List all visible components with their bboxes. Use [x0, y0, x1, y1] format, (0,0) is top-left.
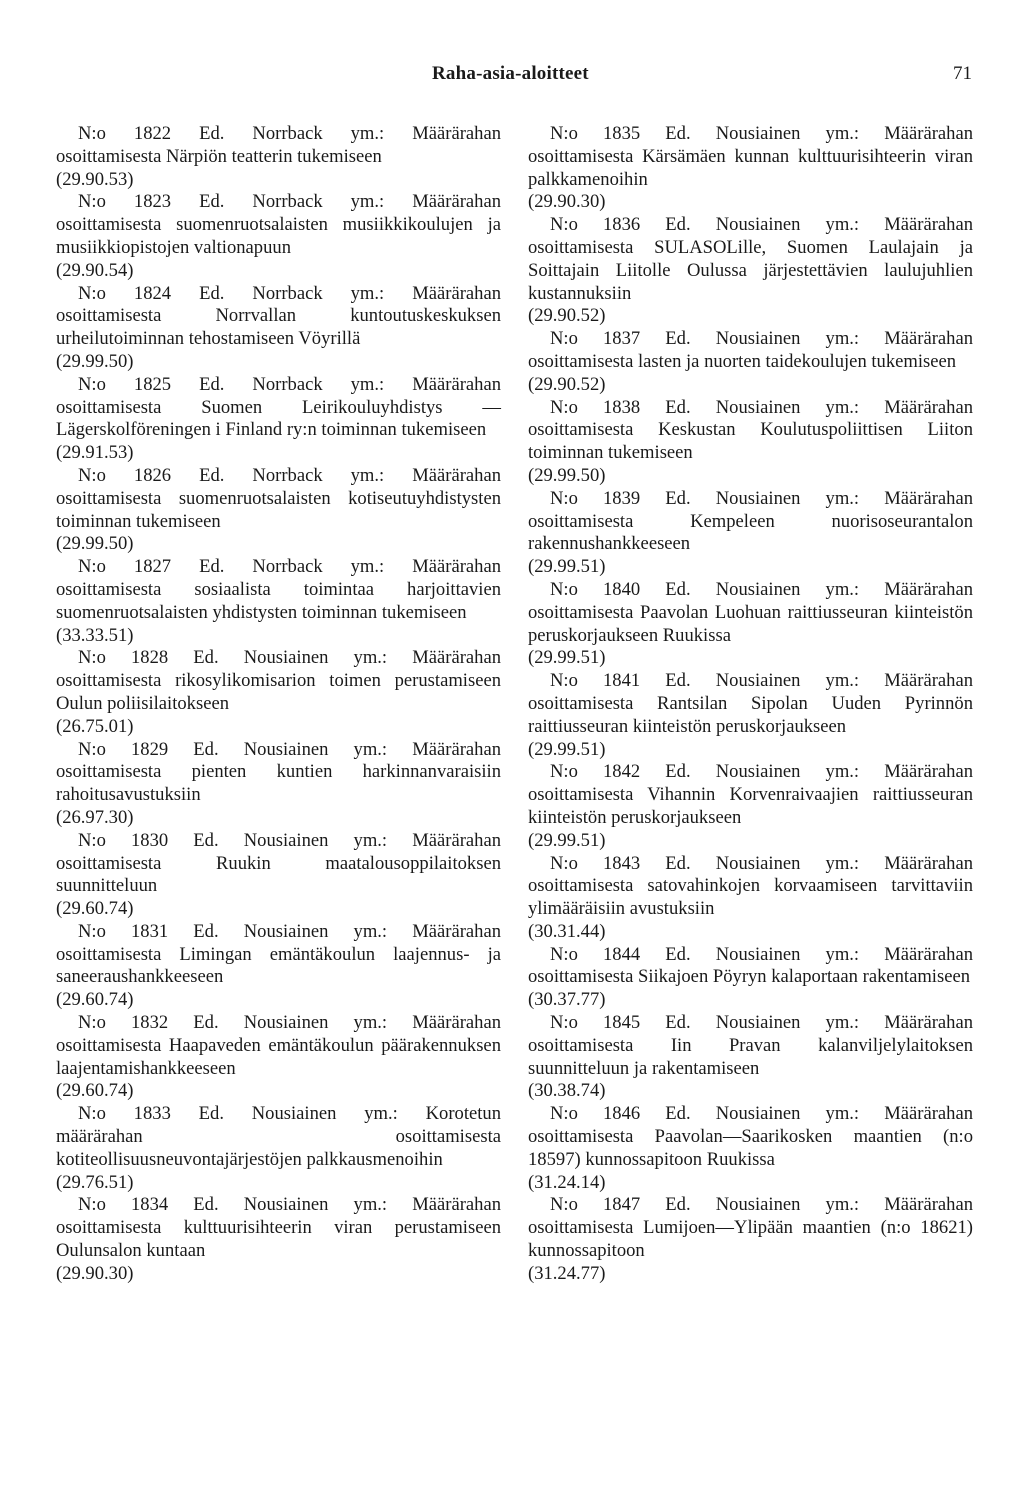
budget-reference: (33.33.51)	[56, 624, 134, 646]
motion-heading: N:o 1836 Ed. Nousiainen ym.: Määrärahan	[550, 214, 973, 236]
motion-description: osoittamisesta rikosylikomisarion toimen perustamiseen Oulun poliisilaitokseen	[56, 670, 501, 714]
motion-description: osoittamisesta suomenruotsalaisten musiikkikoulujen ja musiikkiopistojen valtionapuun	[56, 214, 501, 258]
budget-reference: (29.99.50)	[528, 464, 606, 486]
motion-heading: N:o 1826 Ed. Norrback ym.: Määrärahan	[78, 464, 501, 486]
motion-heading: N:o 1839 Ed. Nousiainen ym.: Määrärahan	[550, 487, 973, 509]
motion-entry	[528, 1194, 973, 1285]
motion-description: osoittamisesta satovahinkojen korvaamiseen tarvittaviin ylimääräisiin avustuksiin	[528, 875, 973, 920]
budget-reference: (26.75.01)	[56, 715, 134, 737]
motion-heading: N:o 1842 Ed. Nousiainen ym.: Määrärahan	[550, 761, 973, 783]
motion-description: osoittamisesta Paavolan—Saarikosken maantien (n:o 18597) kunnossapitoon Ruukissa	[528, 1126, 973, 1170]
motion-description: osoittamisesta Närpiön teatterin tukemiseen	[56, 145, 382, 167]
budget-reference: (29.90.52)	[528, 373, 606, 395]
motion-heading: N:o 1838 Ed. Nousiainen ym.: Määrärahan	[550, 396, 973, 418]
motion-description: osoittamisesta Limingan emäntäkoulun laajennus- ja saneeraushankkeeseen	[56, 943, 501, 988]
page-number: 71	[953, 63, 972, 84]
motion-entry	[56, 921, 501, 1012]
motion-heading: N:o 1834 Ed. Nousiainen ym.: Määrärahan	[78, 1194, 501, 1216]
motion-entry	[56, 1194, 501, 1285]
motion-description: osoittamisesta pienten kuntien harkinnanvaraisiin rahoitusavustuksiin	[56, 761, 501, 806]
motion-heading: N:o 1845 Ed. Nousiainen ym.: Määrärahan	[550, 1012, 973, 1034]
motion-entry	[528, 488, 973, 579]
motion-heading: N:o 1832 Ed. Nousiainen ym.: Määrärahan	[78, 1012, 501, 1034]
budget-reference: (29.99.50)	[56, 350, 134, 372]
budget-reference: (29.99.51)	[528, 556, 606, 578]
right-column	[528, 123, 973, 1286]
motion-entry	[528, 1103, 973, 1194]
motion-entry	[56, 1012, 501, 1103]
motion-entry	[56, 465, 501, 556]
motion-heading: N:o 1835 Ed. Nousiainen ym.: Määrärahan	[550, 123, 973, 144]
budget-reference: (29.90.52)	[528, 305, 606, 327]
motion-entry	[528, 328, 973, 396]
budget-reference: (31.24.14)	[528, 1171, 606, 1193]
motion-description: osoittamisesta Suomen Leirikouluyhdistys — Lägerskolföreningen i Finland ry:n toiminnan tukemiseen	[56, 396, 501, 441]
budget-reference: (29.99.51)	[528, 829, 606, 851]
motion-heading: N:o 1847 Ed. Nousiainen ym.: Määrärahan	[550, 1194, 973, 1216]
budget-reference: (29.90.30)	[56, 1262, 134, 1284]
budget-reference: (29.99.51)	[528, 738, 606, 760]
budget-reference: (29.90.54)	[56, 259, 134, 281]
motion-entry	[528, 761, 973, 852]
motion-description: osoittamisesta Rantsilan Sipolan Uuden Pyrinnön raittiusseuran kiinteistön peruskorjaukseen	[528, 692, 973, 737]
motion-description: osoittamisesta Siikajoen Pöyryn kalaportaan rakentamiseen	[528, 966, 971, 988]
motion-heading: N:o 1825 Ed. Norrback ym.: Määrärahan	[78, 373, 501, 395]
motion-description: osoittamisesta Lumijoen—Ylipään maantien (n:o 18621) kunnossapitoon	[528, 1217, 973, 1262]
motion-description: osoittamisesta Keskustan Koulutuspoliittisen Liiton toiminnan tukemiseen	[528, 419, 973, 464]
budget-reference: (30.31.44)	[528, 920, 606, 942]
motion-heading: N:o 1831 Ed. Nousiainen ym.: Määrärahan	[78, 920, 501, 942]
motion-entry	[528, 579, 973, 670]
motion-entry	[528, 123, 973, 214]
budget-reference: (29.76.51)	[56, 1171, 134, 1193]
motion-description: osoittamisesta Ruukin maatalousoppilaitoksen suunnitteluun	[56, 852, 501, 897]
motion-description: osoittamisesta Vihannin Korvenraivaajien raittiusseuran kiinteistön peruskorjaukseen	[528, 784, 973, 828]
page-header	[0, 63, 1024, 93]
motion-description: osoittamisesta Iin Pravan kalanviljelylaitoksen suunnitteluun ja rakentamiseen	[528, 1034, 973, 1079]
motion-heading: N:o 1844 Ed. Nousiainen ym.: Määrärahan	[550, 943, 973, 965]
budget-reference: (30.38.74)	[528, 1080, 606, 1102]
motion-heading: N:o 1823 Ed. Norrback ym.: Määrärahan	[78, 191, 501, 213]
budget-reference: (31.24.77)	[528, 1262, 606, 1284]
budget-reference: (29.91.53)	[56, 442, 134, 464]
motion-heading: N:o 1828 Ed. Nousiainen ym.: Määrärahan	[78, 647, 501, 669]
motion-heading: N:o 1840 Ed. Nousiainen ym.: Määrärahan	[550, 578, 973, 600]
motion-heading: N:o 1830 Ed. Nousiainen ym.: Määrärahan	[78, 829, 501, 851]
left-column	[56, 123, 501, 1286]
motion-description: osoittamisesta sosiaalista toimintaa harjoittavien suomenruotsalaisten yhdistysten toiminnan tukemiseen	[56, 578, 501, 623]
budget-reference: (26.97.30)	[56, 806, 134, 828]
motion-entry	[528, 397, 973, 488]
budget-reference: (29.60.74)	[56, 1080, 134, 1102]
budget-reference: (29.99.50)	[56, 533, 134, 555]
motion-entry	[56, 830, 501, 921]
motion-entry	[528, 944, 973, 1012]
motion-entry	[56, 191, 501, 282]
motion-entry	[56, 556, 501, 647]
motion-description: osoittamisesta Kärsämäen kunnan kulttuurisihteerin viran palkkamenoihin	[528, 145, 973, 190]
motion-heading: N:o 1837 Ed. Nousiainen ym.: Määrärahan	[550, 328, 973, 350]
motion-entry	[56, 647, 501, 738]
motion-entry	[528, 670, 973, 761]
motion-entry	[528, 214, 973, 328]
motion-description: osoittamisesta lasten ja nuorten taidekoulujen tukemiseen	[528, 350, 957, 372]
budget-reference: (29.90.53)	[56, 168, 134, 190]
motion-heading: N:o 1822 Ed. Norrback ym.: Määrärahan	[78, 123, 501, 144]
motion-description: osoittamisesta SULASOLille, Suomen Laulajain ja Soittajain Liitolle Oulussa järjestettävien laulujuhlien kustannuksiin	[528, 236, 973, 304]
motion-description: osoittamisesta kulttuurisihteerin viran perustamiseen Oulunsalon kuntaan	[56, 1217, 501, 1262]
motion-heading: N:o 1833 Ed. Nousiainen ym.: Korotetun	[78, 1103, 501, 1125]
budget-reference: (29.60.74)	[56, 898, 134, 920]
budget-reference: (30.37.77)	[528, 989, 606, 1011]
motion-description: osoittamisesta Norrvallan kuntoutuskeskuksen urheilutoiminnan tehostamiseen Vöyrillä	[56, 305, 501, 350]
motion-entry	[56, 739, 501, 830]
motion-description: osoittamisesta Paavolan Luohuan raittiusseuran kiinteistön peruskorjaukseen Ruukissa	[528, 601, 973, 646]
motion-entry	[528, 853, 973, 944]
budget-reference: (29.90.30)	[528, 191, 606, 213]
motion-entry	[528, 1012, 973, 1103]
motion-heading: N:o 1841 Ed. Nousiainen ym.: Määrärahan	[550, 670, 973, 692]
motion-description: osoittamisesta Haapaveden emäntäkoulun päärakennuksen laajentamishankkeeseen	[56, 1034, 501, 1079]
motion-entry	[56, 283, 501, 374]
running-title: Raha-asia-aloitteet	[432, 63, 589, 84]
motion-heading: N:o 1846 Ed. Nousiainen ym.: Määrärahan	[550, 1103, 973, 1125]
motion-heading: N:o 1827 Ed. Norrback ym.: Määrärahan	[78, 556, 501, 578]
motion-description: osoittamisesta Kempeleen nuorisoseurantalon rakennushankkeeseen	[528, 510, 973, 555]
motion-heading: N:o 1829 Ed. Nousiainen ym.: Määrärahan	[78, 738, 501, 760]
budget-reference: (29.60.74)	[56, 989, 134, 1011]
motion-entry	[56, 1103, 501, 1194]
motion-description: määrärahan osoittamisesta kotiteollisuusneuvontajärjestöjen palkkausmenoihin	[56, 1126, 501, 1170]
motion-description: osoittamisesta suomenruotsalaisten kotiseutuyhdistysten toiminnan tukemiseen	[56, 487, 501, 532]
motion-entry	[56, 123, 501, 191]
motion-entry	[56, 374, 501, 465]
motion-heading: N:o 1843 Ed. Nousiainen ym.: Määrärahan	[550, 852, 973, 874]
budget-reference: (29.99.51)	[528, 647, 606, 669]
motion-heading: N:o 1824 Ed. Norrback ym.: Määrärahan	[78, 282, 501, 304]
